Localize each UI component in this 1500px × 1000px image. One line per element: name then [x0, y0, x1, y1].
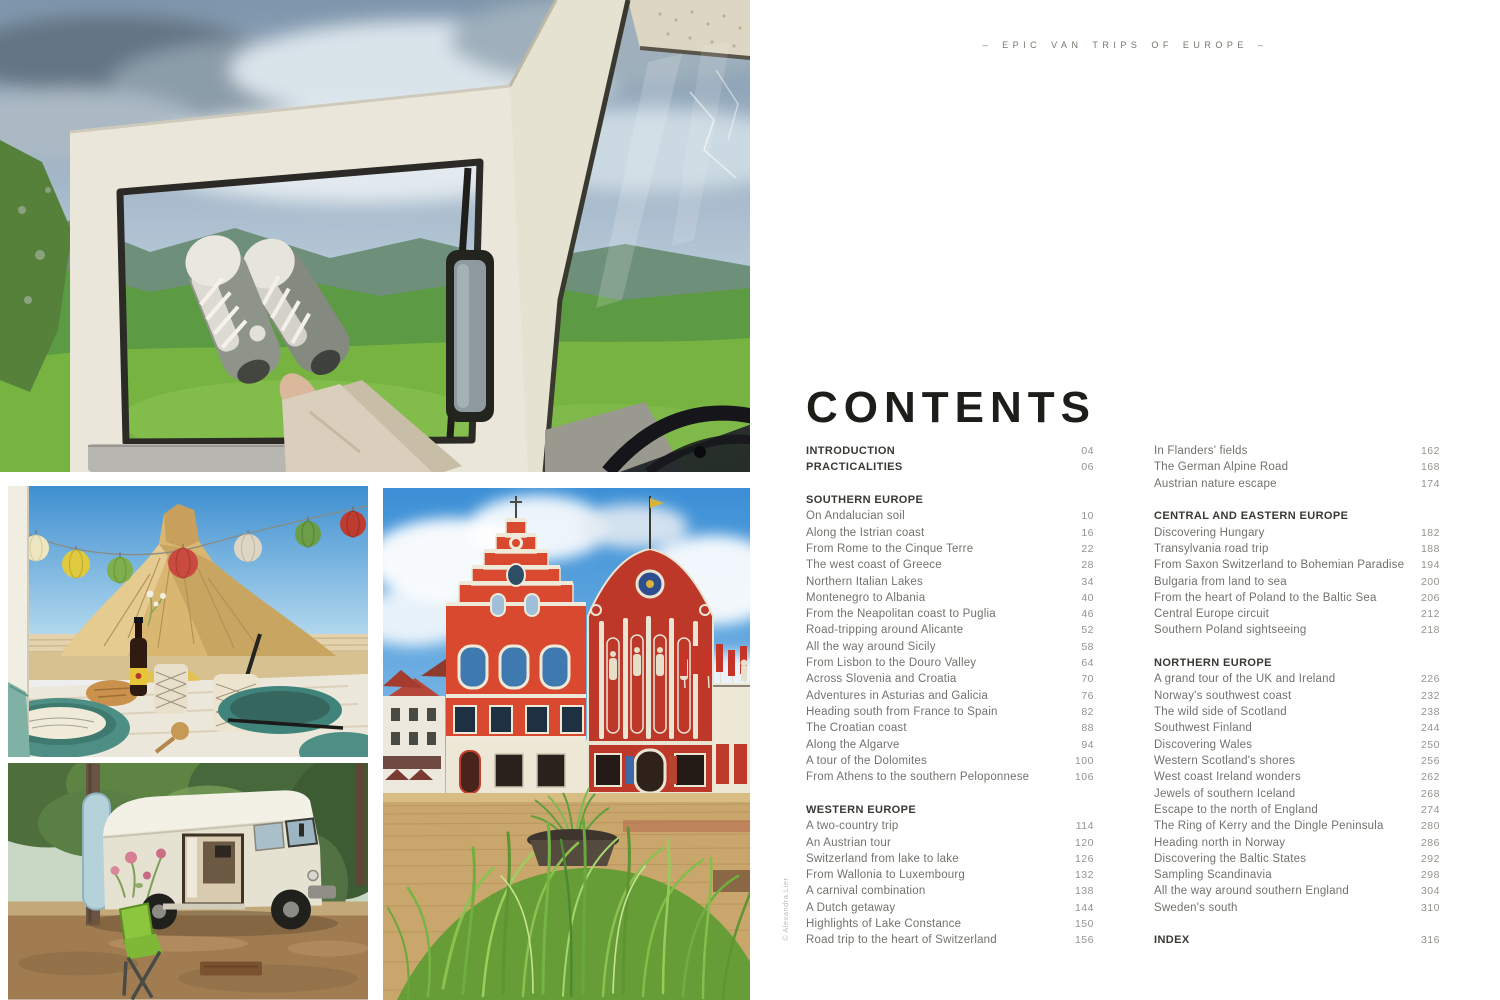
toc-entry-page: 298	[1420, 869, 1440, 882]
toc-entry-title: Discovering Wales	[1154, 738, 1253, 751]
toc-entry-page: 238	[1420, 706, 1440, 718]
toc-entry-page: 40	[1081, 591, 1094, 604]
toc-section	[1154, 443, 1440, 492]
toc-row	[806, 704, 1094, 720]
toc-entry-title: In Flanders' fields	[1154, 445, 1248, 457]
contents-title: CONTENTS	[806, 383, 1096, 432]
toc-entry-page: 162	[1420, 445, 1440, 457]
toc-row	[806, 443, 1094, 459]
toc-entry-title: An Austrian tour	[806, 836, 892, 849]
toc-row	[1154, 802, 1440, 818]
toc-row	[1154, 525, 1440, 541]
toc-row	[1154, 851, 1440, 867]
toc-entry-title: The Croatian coast	[806, 722, 907, 735]
toc-entry-page: 120	[1074, 836, 1094, 849]
toc-entry-title: Sampling Scandinavia	[1154, 869, 1272, 882]
toc-entry-title: All the way around Sicily	[806, 640, 936, 653]
photo-riga-blackheads	[383, 488, 750, 1000]
toc-row	[1154, 737, 1440, 753]
toc-entry-title: Austrian nature escape	[1154, 477, 1277, 490]
toc-section	[806, 802, 1094, 949]
toc-row	[806, 557, 1094, 573]
toc-entry-title: From the heart of Poland to the Baltic Sea	[1154, 591, 1377, 604]
toc-entry-title: Montenegro to Albania	[806, 591, 926, 604]
toc-entry-page: 244	[1420, 722, 1440, 735]
photo-credit: © Alexandra Lier	[781, 877, 790, 941]
toc-section-heading: NORTHERN EUROPE	[1154, 657, 1272, 670]
toc-row	[806, 671, 1094, 687]
teal-plate-right	[218, 686, 343, 734]
toc-column-left	[806, 443, 1094, 949]
toc-entry-page: 04	[1081, 445, 1094, 457]
toc-row	[1154, 606, 1440, 622]
toc-entry-page: 316	[1420, 934, 1440, 947]
toc-row	[1154, 753, 1440, 769]
toc-entry-title: Adventures in Asturias and Galicia	[806, 689, 988, 702]
toc-entry-page: 28	[1081, 559, 1094, 572]
toc-entry-title: Across Slovenia and Croatia	[806, 673, 957, 686]
toc-entry-title: Heading south from France to Spain	[806, 706, 998, 718]
portal	[635, 750, 665, 793]
toc-row	[1154, 835, 1440, 851]
toc-entry-page: 114	[1075, 820, 1094, 833]
toc-row	[806, 737, 1094, 753]
toc-entry-title: Road-tripping around Alicante	[806, 624, 964, 637]
toc-row	[806, 883, 1094, 899]
toc-entry-title: Discovering Hungary	[1154, 526, 1265, 539]
toc-row	[806, 835, 1094, 851]
toc-entry-title: From Athens to the southern Peloponnese	[806, 771, 1030, 784]
toc-entry-title: West coast Ireland wonders	[1154, 771, 1301, 784]
toc-entry-title: All the way around southern England	[1154, 885, 1349, 898]
toc-row	[806, 818, 1094, 834]
toc-entry-page: 34	[1081, 575, 1094, 588]
running-head: – EPIC VAN TRIPS OF EUROPE –	[982, 40, 1268, 50]
toc-row	[1154, 720, 1440, 736]
toc-entry-title: Switzerland from lake to lake	[806, 852, 959, 865]
toc-row	[1154, 671, 1440, 687]
desert-illustration	[8, 486, 368, 757]
toc-entry-page: 250	[1420, 738, 1440, 751]
toc-entry-title: A Dutch getaway	[806, 901, 896, 914]
toc-entry-title: Road trip to the heart of Switzerland	[806, 934, 997, 947]
toc-entry-page: 156	[1074, 934, 1094, 947]
toc-row	[1154, 459, 1440, 475]
toc-entry-title: The Ring of Kerry and the Dingle Peninsula	[1154, 820, 1384, 833]
toc-row	[1154, 900, 1440, 916]
red-door	[460, 751, 480, 793]
blue-figure	[626, 756, 634, 784]
door-mat	[200, 962, 262, 976]
toc-entry-page: 274	[1420, 803, 1440, 816]
toc-section-heading: WESTERN EUROPE	[806, 803, 917, 816]
toc-section	[1154, 932, 1440, 948]
toc-row	[806, 867, 1094, 883]
toc-entry-page: 194	[1420, 559, 1440, 572]
toc-section-heading: SOUTHERN EUROPE	[806, 493, 924, 506]
toc-entry-title: Along the Istrian coast	[806, 526, 925, 539]
side-door-opening	[182, 834, 244, 906]
toc-row	[1154, 541, 1440, 557]
headlight	[308, 871, 318, 881]
toc-row	[1154, 443, 1440, 459]
gable-clock	[507, 564, 525, 586]
toc-entry-page: 212	[1420, 608, 1440, 621]
toc-row	[806, 590, 1094, 606]
toc-entry-title: A carnival combination	[806, 885, 926, 898]
toc-entry-page: 232	[1420, 689, 1440, 702]
toc-entry-page: 304	[1420, 885, 1440, 898]
photo-van-window-view	[0, 0, 750, 472]
toc-entry-title: Discovering the Baltic States	[1154, 852, 1307, 865]
toc-row	[806, 639, 1094, 655]
toc-entry-page: 70	[1081, 673, 1094, 686]
toc-row	[806, 525, 1094, 541]
toc-entry-page: 262	[1420, 771, 1440, 784]
awning	[383, 756, 441, 769]
toc-entry-title: From Wallonia to Luxembourg	[806, 869, 966, 882]
toc-entry-page: 16	[1081, 526, 1094, 539]
toc-entry-page: 76	[1081, 689, 1094, 702]
red-figure	[669, 756, 677, 784]
toc-entry-title: Western Scotland's shores	[1154, 754, 1296, 767]
toc-entry-title: Transylvania road trip	[1154, 542, 1269, 555]
wing-mirror	[299, 824, 304, 837]
toc-entry-title: Heading north in Norway	[1154, 836, 1286, 849]
door-frame	[8, 486, 30, 757]
toc-entry-page: 256	[1420, 754, 1440, 767]
campsite-illustration	[8, 763, 368, 1000]
toc-row	[1154, 704, 1440, 720]
toc-entry-title: Central Europe circuit	[1154, 608, 1269, 621]
toc-entry-page: 268	[1420, 787, 1440, 800]
toc-entry-page: 226	[1420, 673, 1440, 686]
bumper	[308, 886, 336, 899]
toc-entry-page: 58	[1081, 640, 1094, 653]
toc-row	[1154, 818, 1440, 834]
toc-entry-page: 22	[1081, 542, 1094, 555]
toc-entry-title: Southwest Finland	[1154, 722, 1253, 735]
toc-entry-page: 126	[1074, 852, 1094, 865]
toc-row	[1154, 590, 1440, 606]
toc-section-heading: CENTRAL AND EASTERN EUROPE	[1154, 510, 1349, 523]
toc-entry-title: The wild side of Scotland	[1154, 706, 1287, 718]
toc-row	[806, 916, 1094, 932]
toc-entry-page: 106	[1074, 771, 1094, 784]
toc-section	[806, 492, 1094, 786]
toc-entry-title: Highlights of Lake Constance	[806, 918, 962, 931]
toc-row	[1154, 786, 1440, 802]
toc-entry-title: Norway's southwest coast	[1154, 689, 1292, 702]
toc-entry-title: A tour of the Dolomites	[806, 754, 927, 767]
toc-entry-title: PRACTICALITIES	[806, 461, 903, 474]
toc-entry-page: 218	[1420, 624, 1440, 637]
toc-entry-title: From Saxon Switzerland to Bohemian Paradise	[1154, 559, 1405, 572]
photo-campsite-van	[8, 763, 368, 1000]
toc-entry-title: Escape to the north of England	[1154, 803, 1318, 816]
toc-entry-title: INDEX	[1154, 934, 1190, 947]
toc-entry-page: 06	[1081, 461, 1094, 474]
toc-entry-page: 46	[1081, 608, 1094, 621]
toc-entry-title: From Lisbon to the Douro Valley	[806, 657, 977, 670]
toc-row	[806, 508, 1094, 524]
toc-entry-title: A grand tour of the UK and Ireland	[1154, 673, 1336, 686]
toc-entry-title: INTRODUCTION	[806, 445, 896, 457]
toc-row	[1154, 932, 1440, 948]
toc-row	[1154, 622, 1440, 638]
toc-entry-page: 168	[1420, 461, 1440, 474]
toc-entry-title: A two-country trip	[806, 820, 899, 833]
toc-entry-page: 52	[1081, 624, 1094, 637]
side-mirror	[446, 250, 494, 422]
toc-row	[806, 606, 1094, 622]
toc-row	[806, 541, 1094, 557]
toc-section	[1154, 508, 1440, 639]
toc-entry-title: Sweden's south	[1154, 901, 1238, 914]
toc-entry-title: On Andalucian soil	[806, 510, 905, 523]
toc-row	[806, 622, 1094, 638]
toc-entry-page: 132	[1074, 869, 1094, 882]
toc-entry-page: 100	[1074, 754, 1094, 767]
toc-entry-page: 64	[1081, 657, 1094, 670]
riga-square-illustration	[383, 488, 750, 1000]
toc-entry-page: 82	[1081, 706, 1094, 718]
toc-entry-title: Along the Algarve	[806, 738, 900, 751]
toc-entry-page: 200	[1420, 575, 1440, 588]
toc-entry-page: 182	[1420, 526, 1440, 539]
toc-entry-title: The west coast of Greece	[806, 559, 942, 572]
toc-entry-page: 188	[1420, 542, 1440, 555]
toc-row	[806, 655, 1094, 671]
toc-section	[806, 443, 1094, 476]
toc-row	[806, 932, 1094, 948]
toc-entry-page: 94	[1081, 738, 1094, 751]
upper-windows	[459, 646, 569, 688]
toc-entry-page: 150	[1074, 918, 1094, 931]
toc-row	[1154, 688, 1440, 704]
toc-section	[1154, 655, 1440, 916]
toc-row	[806, 459, 1094, 475]
toc-entry-page: 144	[1074, 901, 1094, 914]
toc-row	[806, 769, 1094, 785]
photo-desert-camp	[8, 486, 368, 757]
toc-entry-page: 280	[1420, 820, 1440, 833]
toc-entry-page: 88	[1081, 722, 1094, 735]
toc-entry-page: 292	[1420, 852, 1440, 865]
toc-entry-title: From the Neapolitan coast to Puglia	[806, 608, 996, 621]
toc-row	[1154, 883, 1440, 899]
toc-row	[806, 688, 1094, 704]
toc-row	[806, 753, 1094, 769]
toc-row	[1154, 574, 1440, 590]
toc-entry-page: 310	[1420, 901, 1440, 914]
toc-entry-title: Southern Poland sightseeing	[1154, 624, 1307, 637]
toc-entry-page: 10	[1081, 510, 1094, 523]
toc-row	[806, 574, 1094, 590]
toc-row	[806, 720, 1094, 736]
toc-entry-title: Northern Italian Lakes	[806, 575, 923, 588]
toc-entry-title: The German Alpine Road	[1154, 461, 1289, 474]
door-sill	[163, 904, 245, 910]
toc-entry-title: Jewels of southern Iceland	[1154, 787, 1296, 800]
toc-entry-page: 174	[1420, 477, 1440, 490]
toc-entry-page: 138	[1074, 885, 1094, 898]
van-window-illustration	[0, 0, 750, 472]
toc-entry-title: From Rome to the Cinque Terre	[806, 542, 974, 555]
toc-row	[1154, 769, 1440, 785]
toc-entry-page: 206	[1420, 591, 1440, 604]
toc-row	[1154, 867, 1440, 883]
toc-row	[806, 900, 1094, 916]
toc-entry-title: Bulgaria from land to sea	[1154, 575, 1287, 588]
toc-column-right	[1154, 443, 1440, 949]
toc-row	[806, 851, 1094, 867]
toc-row	[1154, 557, 1440, 573]
toc-entry-page: 286	[1420, 836, 1440, 849]
toc-row	[1154, 476, 1440, 492]
patterned-cup-1	[154, 664, 188, 714]
tree-trunk-right	[356, 764, 365, 886]
